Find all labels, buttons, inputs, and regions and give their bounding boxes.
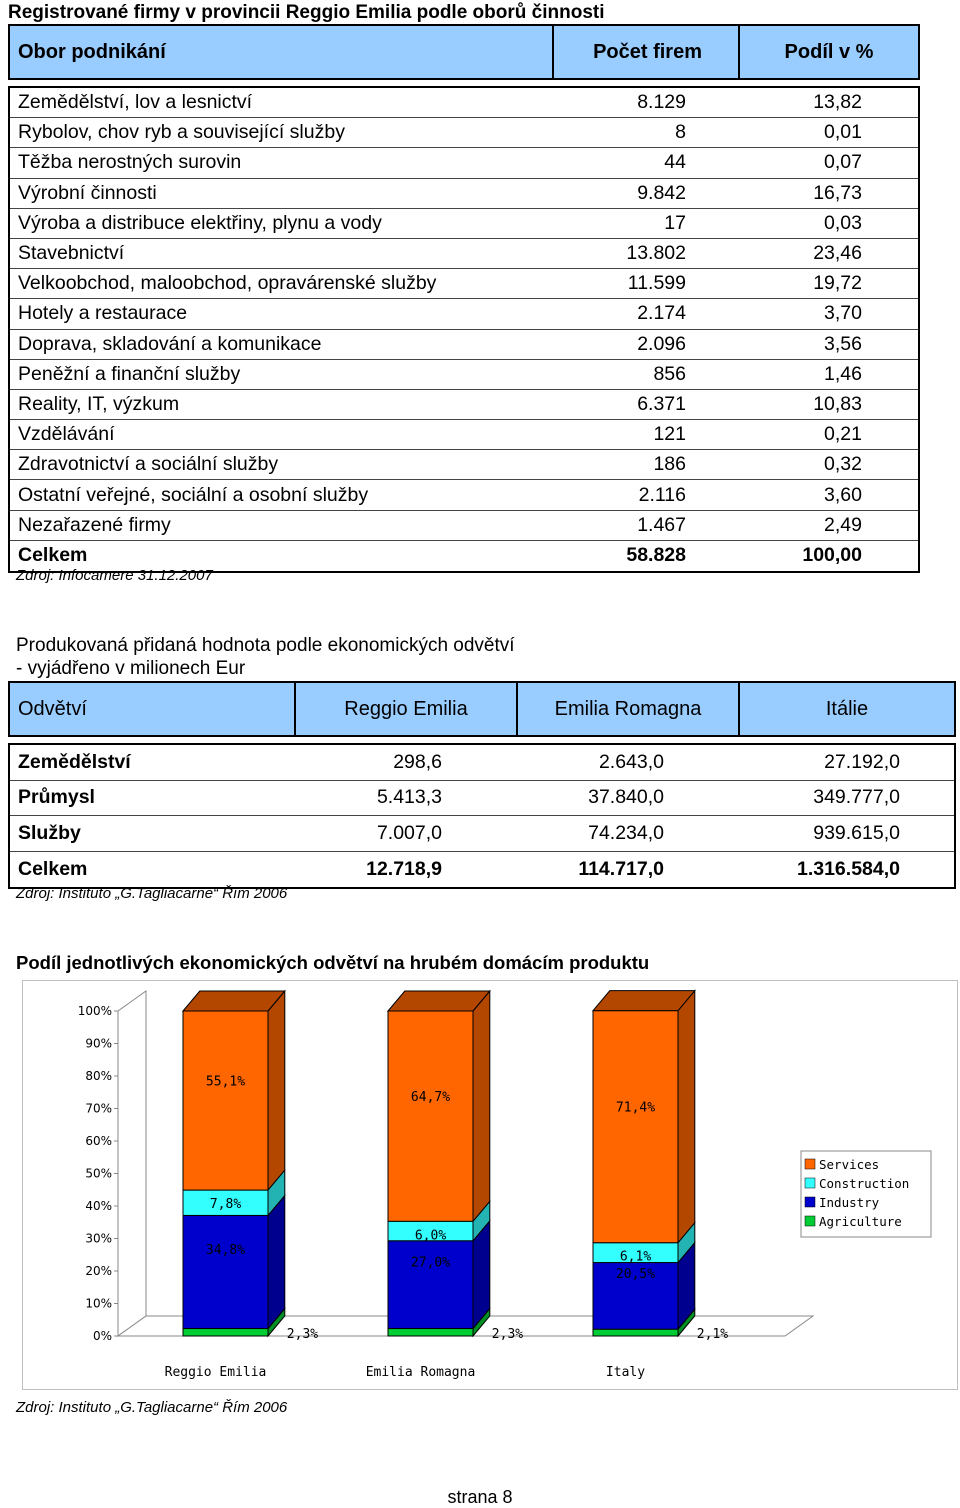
share-cell: 0,07 (824, 151, 862, 174)
bar-segment-industry (183, 1215, 268, 1328)
sector-cell: Peněžní a finanční služby (18, 362, 241, 385)
value-added-table-body (8, 743, 956, 889)
legend-swatch-services (805, 1159, 815, 1169)
share-cell: 19,72 (813, 272, 862, 295)
y-tick-label: 30% (85, 1231, 112, 1246)
count-cell: 44 (664, 151, 686, 174)
y-tick-label: 80% (85, 1069, 112, 1083)
share-cell: 23,46 (813, 242, 862, 265)
chart-title: Podíl jednotlivých ekonomických odvětví na hrubém domácím produktu (16, 952, 650, 973)
legend-label-services: Services (819, 1157, 880, 1172)
share-cell: 10,83 (813, 392, 862, 415)
y-tick-label: 90% (85, 1036, 112, 1051)
count-cell: 121 (653, 423, 686, 446)
header-emilia-romagna: Emilia Romagna (516, 683, 738, 735)
table-row (10, 118, 918, 148)
sector-cell: Průmysl (18, 786, 95, 809)
share-cell: 0,01 (824, 121, 862, 144)
italy-cell: 27.192,0 (824, 750, 900, 773)
share-cell: 2,49 (824, 513, 862, 536)
table-row (10, 390, 918, 420)
firms-table (8, 24, 920, 573)
data-label: 6,0% (414, 1228, 447, 1244)
share-cell: 0,03 (824, 211, 862, 234)
bar-segment-agriculture (593, 1329, 678, 1336)
share-cell: 3,56 (824, 332, 862, 355)
count-cell: 186 (653, 453, 686, 476)
chart-area (22, 980, 958, 1390)
data-label: 34,8% (205, 1242, 246, 1258)
count-cell: 856 (653, 362, 686, 385)
sector-cell: Stavebnictví (18, 242, 125, 265)
bar-segment-agriculture (183, 1329, 268, 1336)
legend-swatch-construction (805, 1178, 815, 1188)
share-cell: 3,70 (824, 302, 862, 325)
header-sector: Obor podnikání (18, 40, 166, 63)
table-row (10, 330, 918, 360)
data-label: 7,8% (209, 1197, 242, 1213)
count-cell: 9.842 (637, 181, 686, 204)
header-italy: Itálie (738, 683, 954, 735)
sector-cell: Reality, IT, výzkum (18, 392, 180, 415)
table-row (10, 450, 918, 480)
sector-cell: Celkem (18, 857, 88, 880)
bar-side-services (678, 991, 695, 1243)
bar-segment-services (183, 1011, 268, 1190)
stacked-bar-chart (23, 981, 959, 1391)
count-cell: 58.828 (626, 544, 686, 567)
share-cell: 16,73 (813, 181, 862, 204)
table-row (10, 420, 918, 450)
italy-cell: 1.316.584,0 (796, 857, 900, 880)
sector-cell: Celkem (18, 544, 88, 567)
data-label: 2,3% (286, 1327, 319, 1342)
sector-cell: Výroba a distribuce elektřiny, plynu a vody (18, 211, 382, 234)
y-tick-label: 60% (85, 1134, 112, 1148)
share-cell: 13,82 (813, 91, 862, 114)
italy-cell: 939.615,0 (813, 821, 900, 844)
data-label: 20,5% (615, 1266, 656, 1282)
table-row (10, 269, 918, 299)
bar-segment-industry (388, 1241, 473, 1329)
table2-title (16, 634, 515, 680)
table-row (10, 480, 918, 510)
legend-label-industry: Industry (819, 1195, 880, 1210)
table-row (10, 179, 918, 209)
bar-segment-agriculture (388, 1329, 473, 1336)
bar-top-services (593, 991, 695, 1011)
bar-side-industry (268, 1195, 285, 1328)
sector-cell: Ostatní veřejné, sociální a osobní služby (18, 483, 369, 506)
table-row (10, 781, 954, 817)
sector-cell: Zemědělství, lov a lesnictví (18, 91, 253, 114)
sector-cell: Velkoobchod, maloobchod, opravárenské služby (18, 272, 437, 295)
table2-title-line1: Produkovaná přidaná hodnota podle ekonomických odvětví (16, 635, 515, 656)
bar-segment-services (593, 1011, 678, 1243)
reggio-emilia-cell: 298,6 (393, 750, 442, 773)
data-label: 6,1% (619, 1249, 652, 1265)
count-cell: 6.371 (637, 392, 686, 415)
sector-cell: Doprava, skladování a komunikace (18, 332, 322, 355)
header-reggio-emilia: Reggio Emilia (294, 683, 516, 735)
table-row (10, 299, 918, 329)
table-row (10, 745, 954, 781)
sector-cell: Rybolov, chov ryb a související služby (18, 121, 345, 144)
emilia-romagna-cell: 74.234,0 (588, 821, 664, 844)
data-label: 55,1% (205, 1074, 246, 1090)
bar-segment-services (388, 1011, 473, 1221)
table-row (10, 511, 918, 541)
chart-source: Zdroj: Instituto „G.Tagliacarne“ Řím 2006 (16, 1399, 288, 1416)
bar-side-services (268, 991, 285, 1190)
x-category-label: Reggio Emilia (164, 1365, 267, 1380)
reggio-emilia-cell: 12.718,9 (366, 857, 442, 880)
chart-side-wall (118, 991, 146, 1336)
value-added-table (8, 681, 956, 889)
sector-cell: Hotely a restaurace (18, 302, 188, 325)
bar-side-services (473, 991, 490, 1221)
emilia-romagna-cell: 37.840,0 (588, 786, 664, 809)
sector-cell: Výrobní činnosti (18, 181, 157, 204)
y-tick-label: 70% (85, 1101, 112, 1116)
table2-source: Zdroj: Instituto „G.Tagliacarne“ Řím 2006 (16, 885, 288, 902)
table-row (10, 209, 918, 239)
header-sector: Odvětví (18, 697, 87, 720)
bar-top-services (183, 991, 285, 1011)
table2-title-line2: - vyjádřeno v milionech Eur (16, 658, 246, 679)
share-cell: 100,00 (802, 544, 862, 567)
emilia-romagna-cell: 114.717,0 (578, 857, 664, 880)
share-cell: 1,46 (824, 362, 862, 385)
y-tick-label: 50% (85, 1166, 112, 1181)
emilia-romagna-cell: 2.643,0 (598, 750, 664, 773)
share-cell: 0,21 (824, 423, 862, 446)
count-cell: 17 (664, 211, 686, 234)
count-cell: 2.174 (637, 302, 686, 325)
sector-cell: Zemědělství (18, 750, 131, 773)
table-total-row (10, 852, 954, 888)
y-tick-label: 10% (85, 1296, 112, 1311)
firms-table-body (8, 86, 920, 573)
count-cell: 11.599 (627, 272, 686, 295)
count-cell: 8.129 (637, 91, 686, 114)
count-cell: 1.467 (637, 513, 686, 536)
count-cell: 2.116 (638, 483, 686, 506)
table1-title: Registrované firmy v provincii Reggio Emilia podle oborů činnosti (8, 2, 605, 23)
sector-cell: Služby (18, 821, 81, 844)
legend-label-agriculture: Agriculture (819, 1214, 902, 1229)
share-cell: 3,60 (824, 483, 862, 506)
value-added-table-header (8, 681, 956, 737)
bar-top-services (388, 991, 490, 1011)
italy-cell: 349.777,0 (813, 786, 900, 809)
y-tick-label: 100% (77, 1004, 112, 1018)
data-label: 2,1% (696, 1327, 729, 1342)
count-cell: 2.096 (637, 332, 686, 355)
data-label: 64,7% (410, 1090, 451, 1106)
x-category-label: Emilia Romagna (365, 1365, 476, 1380)
sector-cell: Nezařazené firmy (18, 513, 171, 536)
data-label: 71,4% (615, 1100, 656, 1116)
sector-cell: Vzdělávání (18, 423, 115, 446)
table-row (10, 148, 918, 178)
y-tick-label: 40% (85, 1199, 112, 1213)
table1-source: Zdroj: Infocamere 31.12.2007 (16, 567, 213, 584)
page-number: strana 8 (447, 1487, 513, 1507)
firms-table-header (8, 24, 920, 80)
share-cell: 0,32 (824, 453, 862, 476)
count-cell: 8 (675, 121, 686, 144)
header-count: Počet firem (552, 26, 738, 78)
table-row (10, 360, 918, 390)
legend-swatch-industry (805, 1197, 815, 1207)
table-row (10, 816, 954, 852)
sector-cell: Těžba nerostných surovin (18, 151, 242, 174)
count-cell: 13.802 (626, 242, 686, 265)
data-label: 2,3% (491, 1327, 524, 1342)
y-tick-label: 0% (92, 1329, 112, 1343)
legend-swatch-agriculture (805, 1216, 815, 1226)
legend-label-construction: Construction (819, 1176, 910, 1191)
y-tick-label: 20% (85, 1264, 112, 1278)
reggio-emilia-cell: 5.413,3 (376, 786, 442, 809)
table-row (10, 239, 918, 269)
x-category-label: Italy (605, 1365, 646, 1380)
header-share: Podíl v % (738, 26, 918, 78)
data-label: 27,0% (410, 1255, 451, 1271)
table-row (10, 88, 918, 118)
sector-cell: Zdravotnictví a sociální služby (18, 453, 279, 476)
reggio-emilia-cell: 7.007,0 (376, 821, 442, 844)
